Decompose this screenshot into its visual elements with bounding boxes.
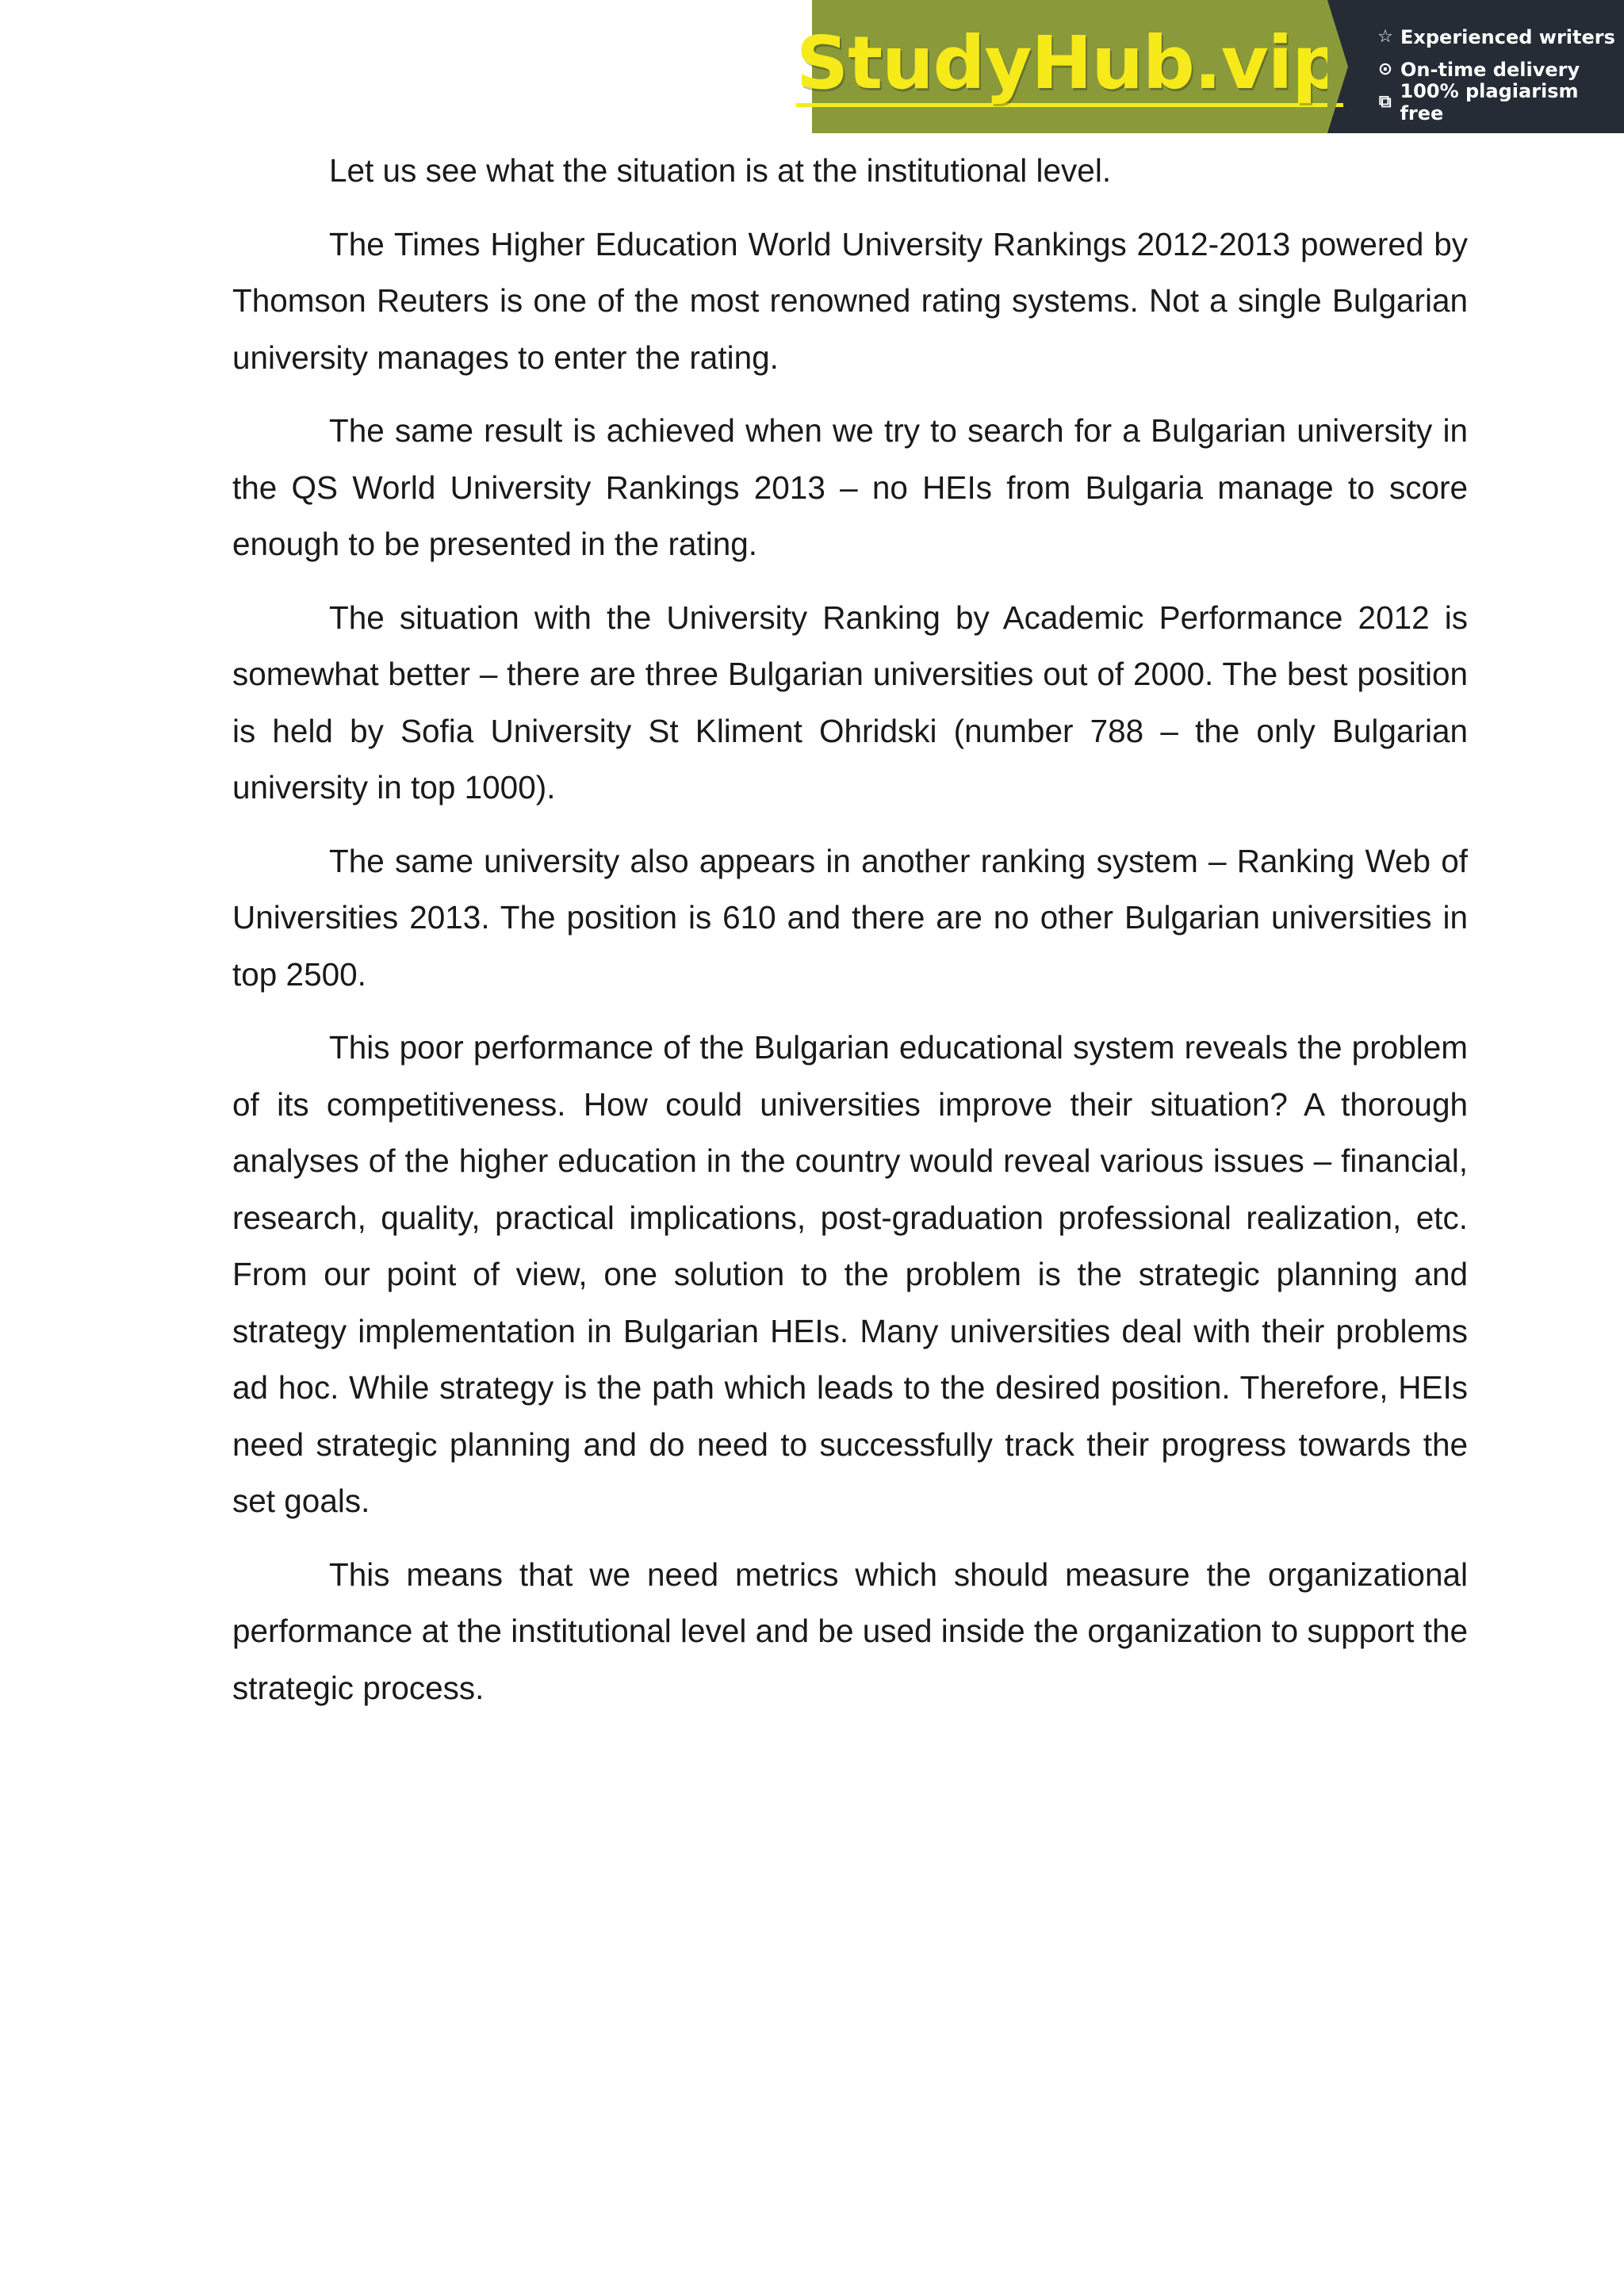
banner-features xyxy=(1327,0,1624,133)
paragraph: The same university also appears in another ranking system – Ranking Web of Universities 2013. The position is 610 and there are no other Bulgarian universities in top 2500. xyxy=(232,842,1468,993)
paragraph: This means that we need metrics which should measure the organizational performance at the institutional level and be used inside the organization to support the strategic process. xyxy=(232,1556,1469,1706)
paragraph: The Times Higher Education World University Rankings 2012-2013 powered by Thomson Reuters is one of the most renowned rating systems. Not a single Bulgarian university manages to enter the rating. xyxy=(232,225,1468,376)
paragraph: Let us see what the situation is at the institutional level. xyxy=(329,152,1112,189)
feature-label: 100% plagiarism free xyxy=(1400,79,1579,124)
star-icon: ☆ xyxy=(1377,27,1393,47)
paragraph: The situation with the University Ranking by Academic Performance 2012 is somewhat better – there are three Bulgarian universities out of 2000. The best position is held by Sofia University St Kliment Ohridski (number 788 – the only Bulgarian university in top 1000). xyxy=(232,599,1468,806)
paragraph: This poor performance of the Bulgarian educational system reveals the problem of its competitiveness. How could universities improve their situation? A thorough analyses of the higher education in the country would reveal various issues – financial, research, quality, practical implications, post-graduation professional realization, etc. From our point of view, one solution to the problem is the strategic planning and strategy implementation in Bulgarian HEIs. Many universities deal with their problems ad hoc. While strategy is the path which leads to the desired position. Therefore, HEIs need strategic planning and do need to successfully track their progress towards the set goals. xyxy=(232,1029,1468,1519)
clock-icon: ⊙ xyxy=(1377,59,1393,79)
studyhub-logo[interactable] xyxy=(795,0,1344,133)
copy-check-icon: ⧉ xyxy=(1378,92,1392,112)
feature-label: On-time delivery xyxy=(1400,58,1580,81)
document-body xyxy=(232,143,1468,1733)
feature-experienced-writers xyxy=(1375,21,1624,53)
paragraph: The same result is achieved when we try to search for a Bulgarian university in the QS World University Rankings 2013 – no HEIs from Bulgaria manage to score enough to be presented in the rating. xyxy=(232,412,1468,562)
feature-plagiarism-free xyxy=(1375,79,1624,124)
studyhub-banner[interactable] xyxy=(795,0,1624,133)
feature-label: Experienced writers xyxy=(1400,25,1615,48)
logo-text: StudyHub.vip xyxy=(795,20,1344,105)
